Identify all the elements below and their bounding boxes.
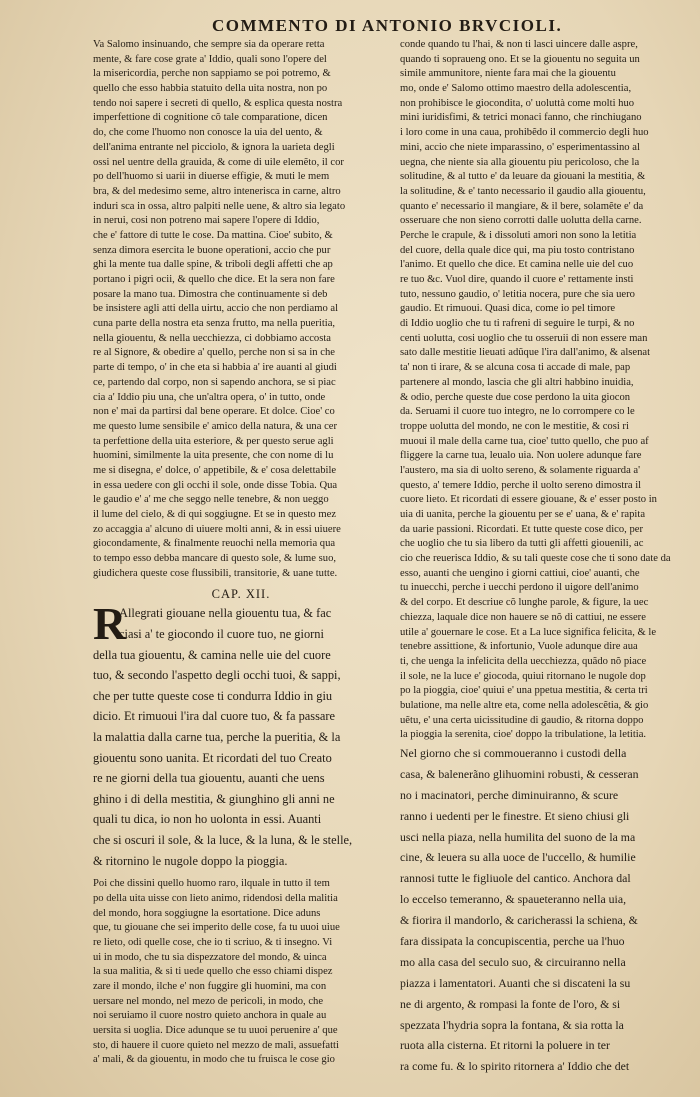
text-line: ce, partendo dal corpo, non si sapendo anchora, se si piac xyxy=(93,376,336,388)
left-commentary xyxy=(93,38,389,581)
text-line: che uoglio che tu sia libero da tutti gli affetti giouenili, ac xyxy=(400,538,644,550)
verse-line: re ne giorni della tua giouentu, auanti che uens xyxy=(93,771,325,786)
text-line: be insistere agli atti della uirtu, accio che non perdiamo al xyxy=(93,303,339,315)
text-line: tenebre assittione, & infortunio, Vuole adunque dire aua xyxy=(400,641,638,653)
text-line: chiezza, laquale dice non hauere se nõ di cattiui, ne essere xyxy=(400,611,646,623)
text-line: sato dalle mestitie lieuati adũque l'ira dall'animo, & alsenat xyxy=(400,347,651,359)
text-line: conde quando tu l'hai, & non ti lasci uincere dalle aspre, xyxy=(400,39,638,50)
verse-line: dicio. Et rimuoui l'ira dal cuore tuo, & fa passare xyxy=(93,709,336,724)
text-line: non prohibisce le giocondita, o' uoluttà come molti huo xyxy=(400,97,635,109)
text-line: troppe uolutta del mondo, ne con le mestitie, & cosi ri xyxy=(400,420,629,432)
text-line: tendo noi sapere i secreti di quello, & esplica questa nostra xyxy=(93,97,343,109)
text-line: que, tu giouane che sei imperito delle cose, fa tu uuoi uiue xyxy=(93,922,340,934)
verse-line: mo alla casa del seculo suo, & circuiranno nella xyxy=(400,954,626,969)
text-line: centi uolutta, cosi uoglio che tu osseruii di non essere man xyxy=(400,332,648,344)
verse-line: cine, & leuera su alla uoce de l'uccello, & humilie xyxy=(400,850,636,865)
text-line: re tuo &c. Vuol dire, quando il cuore e' rettamente insti xyxy=(400,274,634,285)
right-column xyxy=(400,38,690,1077)
text-line: osseruare che non sieno corrotti dalle uolutta della carne. xyxy=(400,215,642,227)
verse-line: che per tutte queste cose ti condurra Iddio in giu xyxy=(93,688,333,703)
verse-line: Nel giorno che si commoueranno i custodi della xyxy=(400,746,627,760)
text-line: noi seruiamo il cuore nostro quieto anchora in quale au xyxy=(93,1010,327,1022)
text-line: gaudio. Et rimuoui. Quasi dica, come io pel timore xyxy=(400,303,616,315)
text-line: portano i pigri ocii, & quello che dice. Et la sera non fare xyxy=(93,274,335,285)
text-line: to tempo esso debba mancare di questo sole, & lume suo, xyxy=(93,553,337,565)
verse-line: ra come fu. & lo spirito ritornera a' Iddio che det xyxy=(400,1059,630,1074)
text-line: posare la mano tua. Dimostra che continuamente si deb xyxy=(93,288,328,300)
verse-line: della tua giouentu, & camina nelle uie del cuore xyxy=(93,647,331,662)
text-line: uia di uanita, perche la giouentu per se e' uana, & e' rapita xyxy=(400,509,646,520)
text-line: esso, auanti che uengino i giorni cattiui, cioe' auanti, che xyxy=(400,567,640,579)
verse-line: fara dissipata la concupiscentia, perche ua l'huo xyxy=(400,934,625,949)
text-line: cia a' Iddio piu una, che un'altra opera, o' in tutto, onde xyxy=(93,391,326,403)
verse-line: Allegrati giouane nella giouentu tua, & fac xyxy=(119,606,332,621)
text-line: ta' non ti irare, & se alcuna cosa ti accade di male, pap xyxy=(400,362,631,374)
right-verse-lines xyxy=(400,743,690,1077)
text-line: imperfettione di cognitione cõ tale comparatione, dicen xyxy=(93,112,328,124)
text-line: zare il mondo, ilche e' non fuggire gli huomini, ma con xyxy=(93,980,327,992)
text-line: mini, accio che niete imparassino, o' esperimentassino al xyxy=(400,141,640,153)
text-line: cio che reuerisca Iddio, & su tali queste cose che ti sono date da xyxy=(400,553,671,565)
text-line: non e' mai da partirsi dal bene operare. Et dolce. Cioe' co xyxy=(93,406,335,418)
verse-line: che si oscuri il sole, & la luce, & la luna, & le stelle, xyxy=(93,832,353,847)
verse-line: ranno i uedenti per le finestre. Et sieno chiusi gli xyxy=(400,808,630,823)
text-line: solitudine, & al tutto e' da leuare da giouani la mestitia, & xyxy=(400,171,646,183)
text-line: po della uita uisse con lieto animo, ridendosi della malitia xyxy=(93,892,338,904)
text-line: del mondo, hora soggiugne la esortatione. Dice aduns xyxy=(93,907,321,919)
verse-line: & ritornino le nugole doppo la pioggia. xyxy=(93,853,288,868)
text-line: l'animo. Et quello che dice. Et camina nelle uie del cuo xyxy=(400,259,634,271)
text-line: me questo lume sensibile e' amico della natura, & una cer xyxy=(93,420,338,432)
text-line: uersare nel mondo, nel mezo de pericoli, in modo, che xyxy=(93,995,324,1007)
text-line: mini iuridisfimi, & tetrici monaci fanno, che rinchiugano xyxy=(400,112,642,124)
text-line: questo, a' temere Iddio, perche il uolto sereno dimostra il xyxy=(400,479,642,491)
text-line: simile ammunitore, niente fara mai che la giouentu xyxy=(400,68,616,80)
text-line: la misericordia, perche non sappiamo se poi potremo, & xyxy=(93,68,331,80)
verse-line: spezzata l'hydria sopra la fontana, & sia rotta la xyxy=(400,1017,624,1032)
text-line: i loro come in una caua, prohibẽdo il commercio degli huo xyxy=(400,127,649,139)
text-line: la pioggia la serenita, cioe' doppo la tribulatione, la letitia. xyxy=(400,729,647,741)
verse-line: quali tu dica, io non ho uolonta in essi. Auanti xyxy=(93,812,322,827)
text-line: giudichera queste cose flussibili, transitorie, & uane tutte. xyxy=(93,567,338,579)
text-line: re al Signore, & obedire a' quello, perche non si sa in che xyxy=(93,347,335,359)
text-line: ta perfettione della uita esteriore, & per questo serue agli xyxy=(93,435,334,447)
scripture-verse xyxy=(93,598,389,871)
left-verse-lines xyxy=(93,598,389,871)
text-line: in nerui, cosi non potreno mai sapere l'opere di Iddio, xyxy=(93,215,320,227)
chapter-heading: CAP. XII. xyxy=(211,587,271,602)
text-line: induri sca in ossa, altro palpiti nelle uene, & altro sia legato xyxy=(93,200,346,212)
text-line: quando ti sopraueng ono. Et se la giouentu no seguita un xyxy=(400,53,640,65)
verse-line: ghino i di della mestitia, & giunghino gli anni ne xyxy=(93,791,335,806)
verse-line: ruota alla cisterna. Et ritorni la poluere in ter xyxy=(400,1038,610,1053)
text-line: a' mali, & da giouentu, in modo che tu fruisca le cose gio xyxy=(93,1054,335,1066)
text-line: zo accaggia a' alcuno di uiuere molti anni, & in essi uiuere xyxy=(93,523,341,535)
text-line: Poi che dissini quello huomo raro, ilquale in tutto il tem xyxy=(93,878,330,890)
text-line: da uarie passioni. Ricordati. Et tutte queste cose dico, per xyxy=(400,523,643,535)
verse-line: ne di argento, & rompasi la fonte de l'oro, & si xyxy=(400,996,621,1011)
text-line: il lume del cielo, & di qui soggiugne. Et se in questo mez xyxy=(93,509,337,520)
verse-line: ciasi a' te giocondo il cuore tuo, ne giorni xyxy=(119,627,324,642)
text-line: ghi la mente tua dalle spine, & triboli degli affetti che ap xyxy=(93,259,333,271)
text-line: dell'anima entrante nel picciolo, & ignora la uarieta degli xyxy=(93,141,335,153)
text-line: il sole, ne la luce e' giocoda, quiui ritornano le nugole dop xyxy=(400,670,646,682)
verse-line: piazza i lamentatori. Auanti che si discateni la su xyxy=(400,975,631,990)
verse-line: lo eccelso temeranno, & spaueteranno nella uia, xyxy=(400,892,627,907)
text-line: le gaudio e' a' me che seggo nelle tenebre, & non ueggo xyxy=(93,494,329,506)
verse-line: tuo, & secondo l'aspetto degli occhi tuoi, & sappi, xyxy=(93,668,341,683)
text-line: la sua malitia, & si ti uede quello che esso chiami dispez xyxy=(93,966,333,978)
text-line: & odio, perche queste due cose perdono la uita giocon xyxy=(400,391,631,403)
text-line: partenere al mondo, lascia che gli altri habbino inuidia, xyxy=(400,376,634,388)
text-line: uẽtu, e' una certa uicissitudine di gaudio, & ritorna doppo xyxy=(400,714,644,726)
left-column xyxy=(93,38,389,1068)
text-line: di Iddio uoglio che tu ti rafreni di seguire le turpi, & no xyxy=(400,318,635,330)
text-line: cuore lieto. Et ricordati di essere giouane, & e' esser posto in xyxy=(400,494,657,506)
text-line: utile a' gouernare le cose. Et a La luce significa felicita, & le xyxy=(400,626,657,638)
text-line: muoui il male della carne tua, cioe' tutto quello, che puo af xyxy=(400,435,649,447)
verse-line: & fiorira il mandorlo, & caricherassi la schiena, & xyxy=(400,913,638,928)
text-line: & del corpo. Et descriue cõ lunghe parole, & figure, la uec xyxy=(400,597,649,609)
text-line: che e' fattore di tutte le cose. Da mattina. Cioe' subito, & xyxy=(93,229,333,241)
text-line: ossi nel uentre della grauida, & come di uile elemẽto, il cor xyxy=(93,156,344,168)
text-line: mo, onde e' Salomo ottimo maestro della adolescentia, xyxy=(400,83,632,95)
right-commentary xyxy=(400,38,690,743)
text-line: senza dimora esercita le buone operationi, accio che pur xyxy=(93,244,331,256)
drop-cap: R xyxy=(93,598,127,650)
verse-line: usci nella piaza, nella humilita del suono de la ma xyxy=(400,829,636,844)
verse-line: no i macinatori, perche diminuiranno, & scure xyxy=(400,787,619,802)
verse-line: la malattia dalla carne tua, perche la pueritia, & la xyxy=(93,730,341,744)
text-line: re lieto, odi quelle cose, che io ti scriuo, & ti insegno. Vi xyxy=(93,936,333,948)
text-line: cuna parte della nostra eta senza frutto, ma nella pueritia, xyxy=(93,318,336,330)
text-line: tuto, nessuno gaudio, o' letitia nocera, pure che sia uero xyxy=(400,288,635,300)
text-line: tu inuecchi, perche i uecchi perdono il uigore dell'animo xyxy=(400,582,639,594)
text-line: huomini, similmente la uita presente, che con nome di lu xyxy=(93,450,334,462)
verse-line: casa, & balenerãno glihuomini robusti, & cesseran xyxy=(400,766,639,781)
verse-line: giouentu sono uanita. Et ricordati del tuo Creato xyxy=(93,750,332,765)
text-line: Perche le crapule, & i dissoluti amori non sono la letitia xyxy=(400,229,637,241)
text-line: in essa uedere con gli occhi il sole, onde disse Tobia. Qua xyxy=(93,479,338,491)
text-line: do, che come l'huomo non conosce la uia del uento, & xyxy=(93,127,323,139)
text-line: po dell'huomo si uarii in diuerse effigie, & muti le mem xyxy=(93,171,330,183)
text-line: mente, & fare cose grate a' Iddio, quali sono l'opere del xyxy=(93,53,327,65)
text-line: del cuore, della quale dice qui, ma piu tosto contristano xyxy=(400,244,635,256)
text-line: po la pioggia, cioe' quiui e' una ppetua mestitia, & certa tri xyxy=(400,685,648,697)
verse-line: rannosi tutte le figliuole del cantico. Anchora dal xyxy=(400,871,631,886)
text-line: ui in modo, che tu sia dispezzatore del mondo, & uinca xyxy=(93,951,327,963)
text-line: quanto e' necessario il mangiare, & il bere, solamẽte e' da xyxy=(400,200,644,212)
text-line: la solitudine, & e' tanto necessario il gaudio alla giouentu, xyxy=(400,185,646,197)
text-line: nella giouentu, & nella uecchiezza, ci dobbiamo accosta xyxy=(93,332,331,344)
text-line: sto, di hauere il cuore quieto nel mezzo de mali, assuefatti xyxy=(93,1039,339,1051)
text-line: me si disegna, e' dolce, o' appetibile, & e' cosa delettabile xyxy=(93,464,337,476)
running-header: COMMENTO DI ANTONIO BRVCIOLI. xyxy=(212,16,563,35)
text-line: Va Salomo insinuando, che sempre sia da operare retta xyxy=(93,39,325,50)
text-line: parte di tempo, o' in che eta si habbia a' ire auanti al giudi xyxy=(93,362,337,374)
text-line: uersita si uoglia. Dice adunque se tu uuoi peruenire a' que xyxy=(93,1025,338,1037)
text-line: da. Seruami il cuore tuo integro, ne lo corrompere co le xyxy=(400,406,635,418)
left-commentary-continued xyxy=(93,877,389,1068)
text-line: bulatione, ma nelle altre eta, come nella adolescẽtia, & gio xyxy=(400,699,649,711)
text-line: giocondamente, & finalmente reuochi nella memoria qua xyxy=(93,538,336,550)
text-line: quello che esso habbia statuito della uita nostra, non po xyxy=(93,83,328,95)
text-line: fliggere la carne tua, leualo uia. Non uolere adunque fare xyxy=(400,450,642,462)
text-line: ti, che uenga la infelicita della uecchiezza, quãdo nõ piace xyxy=(400,655,647,667)
text-line: l'austero, ma sia di uolto sereno, & solamente riguarda a' xyxy=(400,464,641,476)
text-line: uegna, che niente sia alla giouentu piu pericoloso, che la xyxy=(400,156,640,168)
text-line: bra, & del medesimo seme, altro intenerisca in carne, altro xyxy=(93,185,341,197)
